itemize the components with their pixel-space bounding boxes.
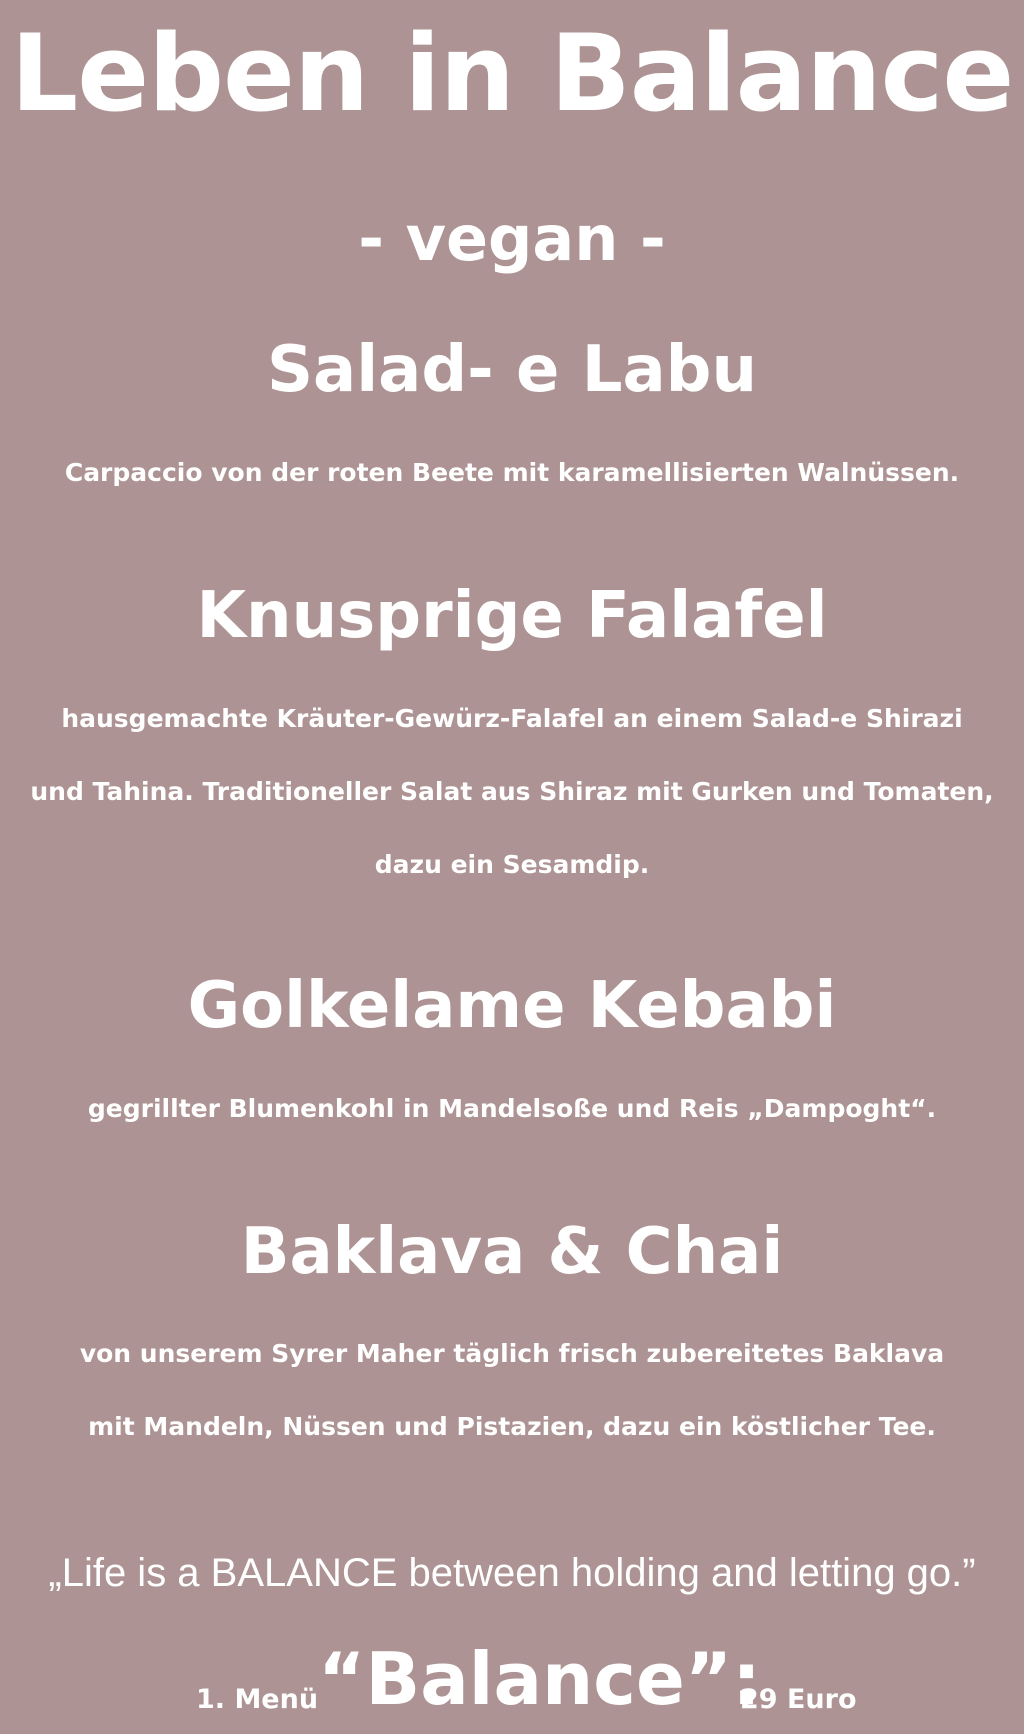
course-name-knusprige-falafel: Knusprige Falafel — [196, 579, 828, 653]
course-description-line: dazu ein Sesamdip. — [374, 850, 650, 879]
course-description-line: und Tahina. Traditioneller Salat aus Shiraz mit Gurken und Tomaten, — [30, 777, 994, 806]
course-description-baklava-chai — [30, 1317, 994, 1463]
course-description-line: gegrillter Blumenkohl in Mandelsoße und Reis „Dampoght“. — [87, 1094, 937, 1123]
course-description-salad-e-labu — [30, 436, 994, 509]
menu-number: 1. Menü — [196, 1684, 319, 1715]
course-description-line: mit Mandeln, Nüssen und Pistazien, dazu ein köstlicher Tee. — [88, 1412, 936, 1441]
course-name-salad-e-labu: Salad- e Labu — [266, 333, 758, 407]
course-description-golkelame-kebabi — [30, 1072, 994, 1145]
quote: „Life is a BALANCE between holding and letting go.” — [48, 1551, 976, 1595]
course-description-knusprige-falafel — [30, 682, 994, 901]
menu-subtitle: - vegan - — [358, 202, 666, 275]
course-description-line: Carpaccio von der roten Beete mit karamellisierten Walnüssen. — [64, 458, 960, 487]
menu-name: “Balance”: — [318, 1637, 761, 1721]
course-name-baklava-chai: Baklava & Chai — [240, 1215, 784, 1289]
course-name-golkelame-kebabi: Golkelame Kebabi — [187, 969, 837, 1043]
menu-title: Leben in Balance — [10, 12, 1014, 135]
course-description-line: von unserem Syrer Maher täglich frisch zubereitetes Baklava — [79, 1339, 945, 1368]
menu-price-line — [0, 1637, 1024, 1730]
course-description-line: hausgemachte Kräuter-Gewürz-Falafel an einem Salad-e Shirazi — [61, 704, 963, 733]
menu-price: 29 Euro — [740, 1684, 857, 1715]
